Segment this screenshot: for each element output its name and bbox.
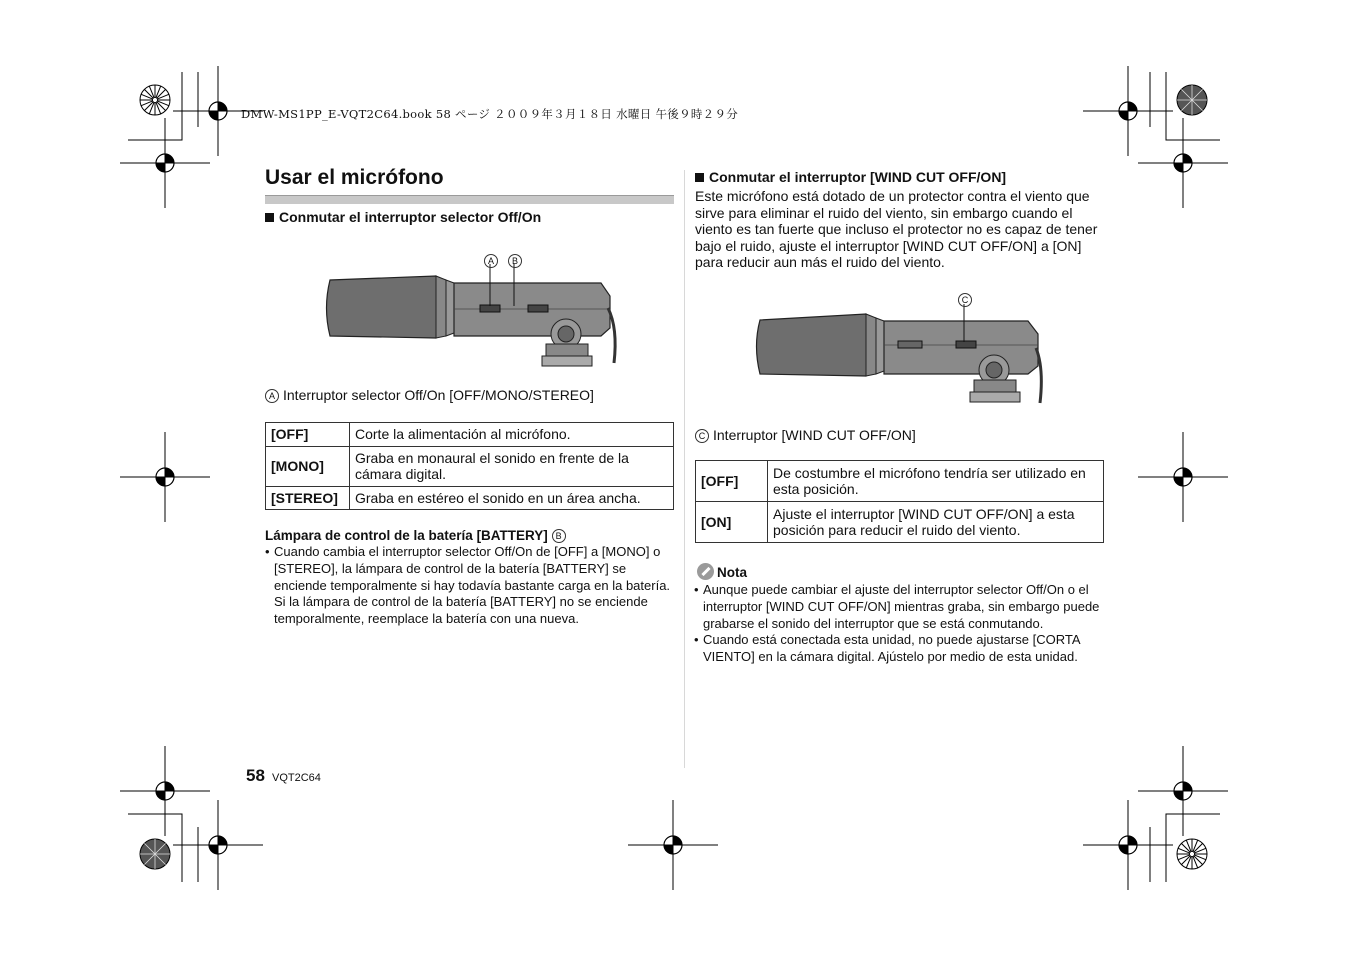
- wind-cut-table: [695, 460, 1104, 543]
- list-item: • Cuando cambia el interruptor selector Off/On de [OFF] a [MONO] o [STEREO], la lámpara de control de la batería [BATTERY] se enciende temporalmente si hay todavía bastante carga en la batería. Si la lámpara de control de la batería [BATTERY] no se enciende temporalmente, reemplace la batería con una nueva.: [265, 544, 677, 628]
- left-figure-caption: A Interruptor selector Off/On [OFF/MONO/STEREO]: [265, 387, 594, 404]
- table-value: Graba en monaural el sonido en frente de la cámara digital.: [350, 446, 674, 486]
- print-info-line: DMW-MS1PP_E-VQT2C64.book 58 ページ ２００９年３月１８日 水曜日 午後９時２９分: [241, 107, 739, 121]
- left-subheading: Conmutar el interruptor selector Off/On: [265, 209, 541, 225]
- table-row: [696, 502, 1104, 543]
- wind-cut-intro: Este micrófono está dotado de un protector contra el viento que sirve para eliminar el ruido del viento, sin embargo cuando el viento es tan fuerte que incluso el protector no es capaz de tener bajo el ruido, ajuste el interruptor [WIND CUT OFF/ON] a [ON] para reducir aun más el ruido del viento.: [695, 188, 1098, 270]
- list-item: • Aunque puede cambiar el ajuste del interruptor selector Off/On o el interruptor [WIND CUT OFF/ON] mientras graba, sin embargo puede grabarse el sonido del interruptor que se está conmutando.: [694, 582, 1106, 632]
- column-divider: [684, 170, 685, 768]
- table-value: Graba en estéreo el sonido en un área ancha.: [350, 486, 674, 510]
- table-key: [STEREO]: [266, 486, 350, 510]
- table-key: [OFF]: [696, 461, 768, 502]
- battery-heading: Lámpara de control de la batería [BATTERY] B: [265, 528, 570, 543]
- table-row: [266, 446, 674, 486]
- pencil-note-icon: [697, 563, 714, 580]
- table-key: [MONO]: [266, 446, 350, 486]
- nota-bullet-list: [694, 582, 1106, 666]
- square-bullet-icon: [695, 173, 704, 182]
- right-figure-caption: C Interruptor [WIND CUT OFF/ON]: [695, 427, 916, 444]
- microphone-illustration-wind-cut: [748, 288, 1053, 418]
- battery-bullet-list: [265, 544, 677, 628]
- document-code: VQT2C64: [272, 772, 321, 784]
- microphone-illustration-off-on: [318, 248, 623, 378]
- list-item: • Cuando está conectada esta unidad, no puede ajustarse [CORTA VIENTO] en la cámara digital. Ajústelo por medio de esta unidad.: [694, 632, 1106, 666]
- right-subheading: Conmutar el interruptor [WIND CUT OFF/ON]: [695, 169, 1006, 185]
- page-number: 58: [246, 766, 265, 785]
- title-underline-bar: [265, 195, 674, 204]
- figure-label-b: B: [508, 252, 526, 270]
- table-row: [266, 486, 674, 510]
- table-row: [696, 461, 1104, 502]
- page-title: Usar el micrófono: [265, 166, 444, 189]
- table-value: Corte la alimentación al micrófono.: [350, 423, 674, 447]
- table-row: [266, 423, 674, 447]
- table-key: [ON]: [696, 502, 768, 543]
- figure-label-a: A: [484, 252, 502, 270]
- figure-label-c: C: [958, 291, 976, 309]
- table-key: [OFF]: [266, 423, 350, 447]
- table-value: De costumbre el micrófono tendría ser utilizado en esta posición.: [768, 461, 1104, 502]
- table-value: Ajuste el interruptor [WIND CUT OFF/ON] a esta posición para reducir el ruido del viento.: [768, 502, 1104, 543]
- off-mono-stereo-table: [265, 422, 674, 510]
- nota-heading: Nota: [697, 563, 747, 580]
- square-bullet-icon: [265, 213, 274, 222]
